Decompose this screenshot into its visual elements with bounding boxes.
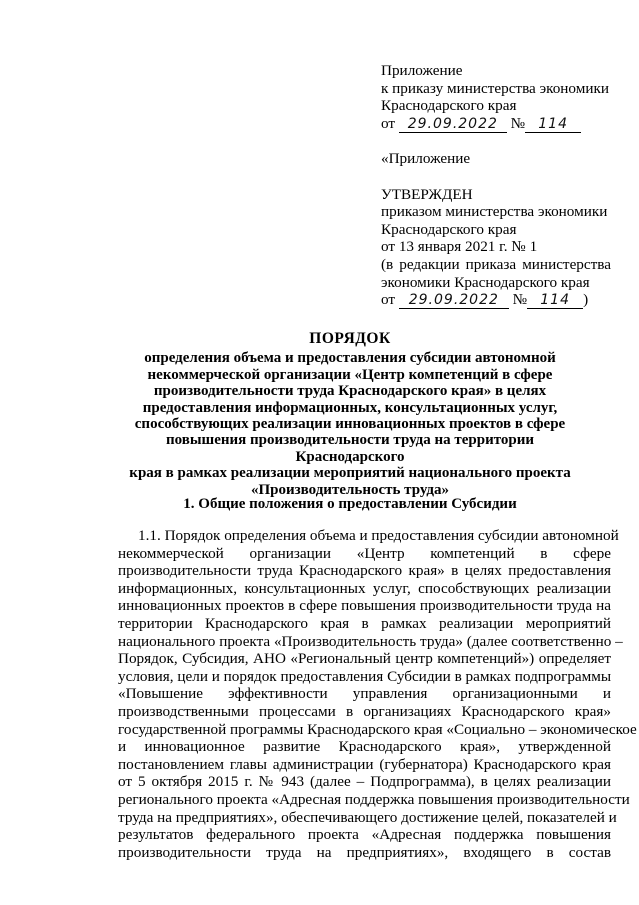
body-line: национального проекта «Производительность труда» (далее соответственно – [118,632,623,650]
document-title [110,331,590,498]
header-order-ref: к приказу министерства экономики [381,79,609,97]
body-line: информационных, консультационных услуг, способствующих реализации [118,579,611,597]
handwritten-date: 29.09.2022 [399,117,507,133]
handwritten-number: 114 [525,117,581,133]
approval-header [381,62,611,309]
body-line: от 5 октября 2015 г. № 943 (далее – Подпрограмма), в целях реализации [118,773,611,791]
body-line: Порядок, Субсидия, АНО «Региональный центр компетенций») определяет [118,650,611,668]
body-line: труда на предприятиях», обеспечивающего достижение целей, показателей и [118,808,617,826]
header-edition-2: экономики Краснодарского края [381,273,590,291]
header-appendix-quote: «Приложение [381,150,471,168]
header-date-line-2: от 29.09.2022 № 114 ) [381,291,589,309]
header-region: Краснодарского края [381,97,517,115]
header-edition: (в редакции приказа министерства [381,255,611,273]
body-line: регионального проекта «Адресная поддержка повышения производительности [118,790,630,808]
body-line: территории Краснодарского края в рамках реализации мероприятий [118,614,611,632]
body-line: и инновационное развитие Краснодарского края», утвержденной [118,738,611,756]
header-approved: УТВЕРЖДЕН [381,185,473,203]
handwritten-date-2: 29.09.2022 [399,293,509,309]
header-orig-date: от 13 января 2021 г. № 1 [381,238,538,256]
handwritten-number-2: 114 [527,293,583,309]
body-paragraph [118,527,637,861]
body-line: государственной программы Краснодарского края «Социально – экономическое [118,720,637,738]
body-line: некоммерческой организации «Центр компетенций в сфере [118,544,611,562]
title-main: ПОРЯДОК [309,330,391,347]
body-line: «Повышение эффективности управления организационными и [118,685,611,703]
header-region-2: Краснодарского края [381,220,517,238]
section-heading: 1. Общие положения о предоставлении Субсидии [183,496,517,512]
body-line: производительности труда на предприятиях», входящего в состав [118,843,611,861]
title-subtitle: определения объема и предоставления субсидии автономной некоммерческой организации «Центр компетенций в сфере производительности труда Краснодарского края» в целях предоставления информационных, консультационных услуг, способствующих реализации инновационных проектов в сфере повышения производительности труда на территории Краснодарского края в рамках реализации мероприятий национального проекта «Производительность труда» [129,350,571,498]
header-approved-by: приказом министерства экономики [381,203,608,221]
body-line: результатов федерального проекта «Адресная поддержка повышения [118,826,611,844]
header-date-line: от 29.09.2022 № 114 [381,115,611,133]
header-appendix-label: Приложение [381,62,463,79]
body-line: производственными процессами в организациях Краснодарского края» [118,702,611,720]
body-line: постановлением главы администрации (губернатора) Краснодарского края [118,755,611,773]
body-line: 1.1. Порядок определения объема и предоставления субсидии автономной [138,527,619,544]
body-line: инновационных проектов в сфере повышения производительности труда на [118,597,611,615]
body-line: производительности труда Краснодарского края» в целях предоставления [118,562,611,580]
body-line: условия, цели и порядок предоставления Субсидии в рамках подпрограммы [118,667,612,685]
